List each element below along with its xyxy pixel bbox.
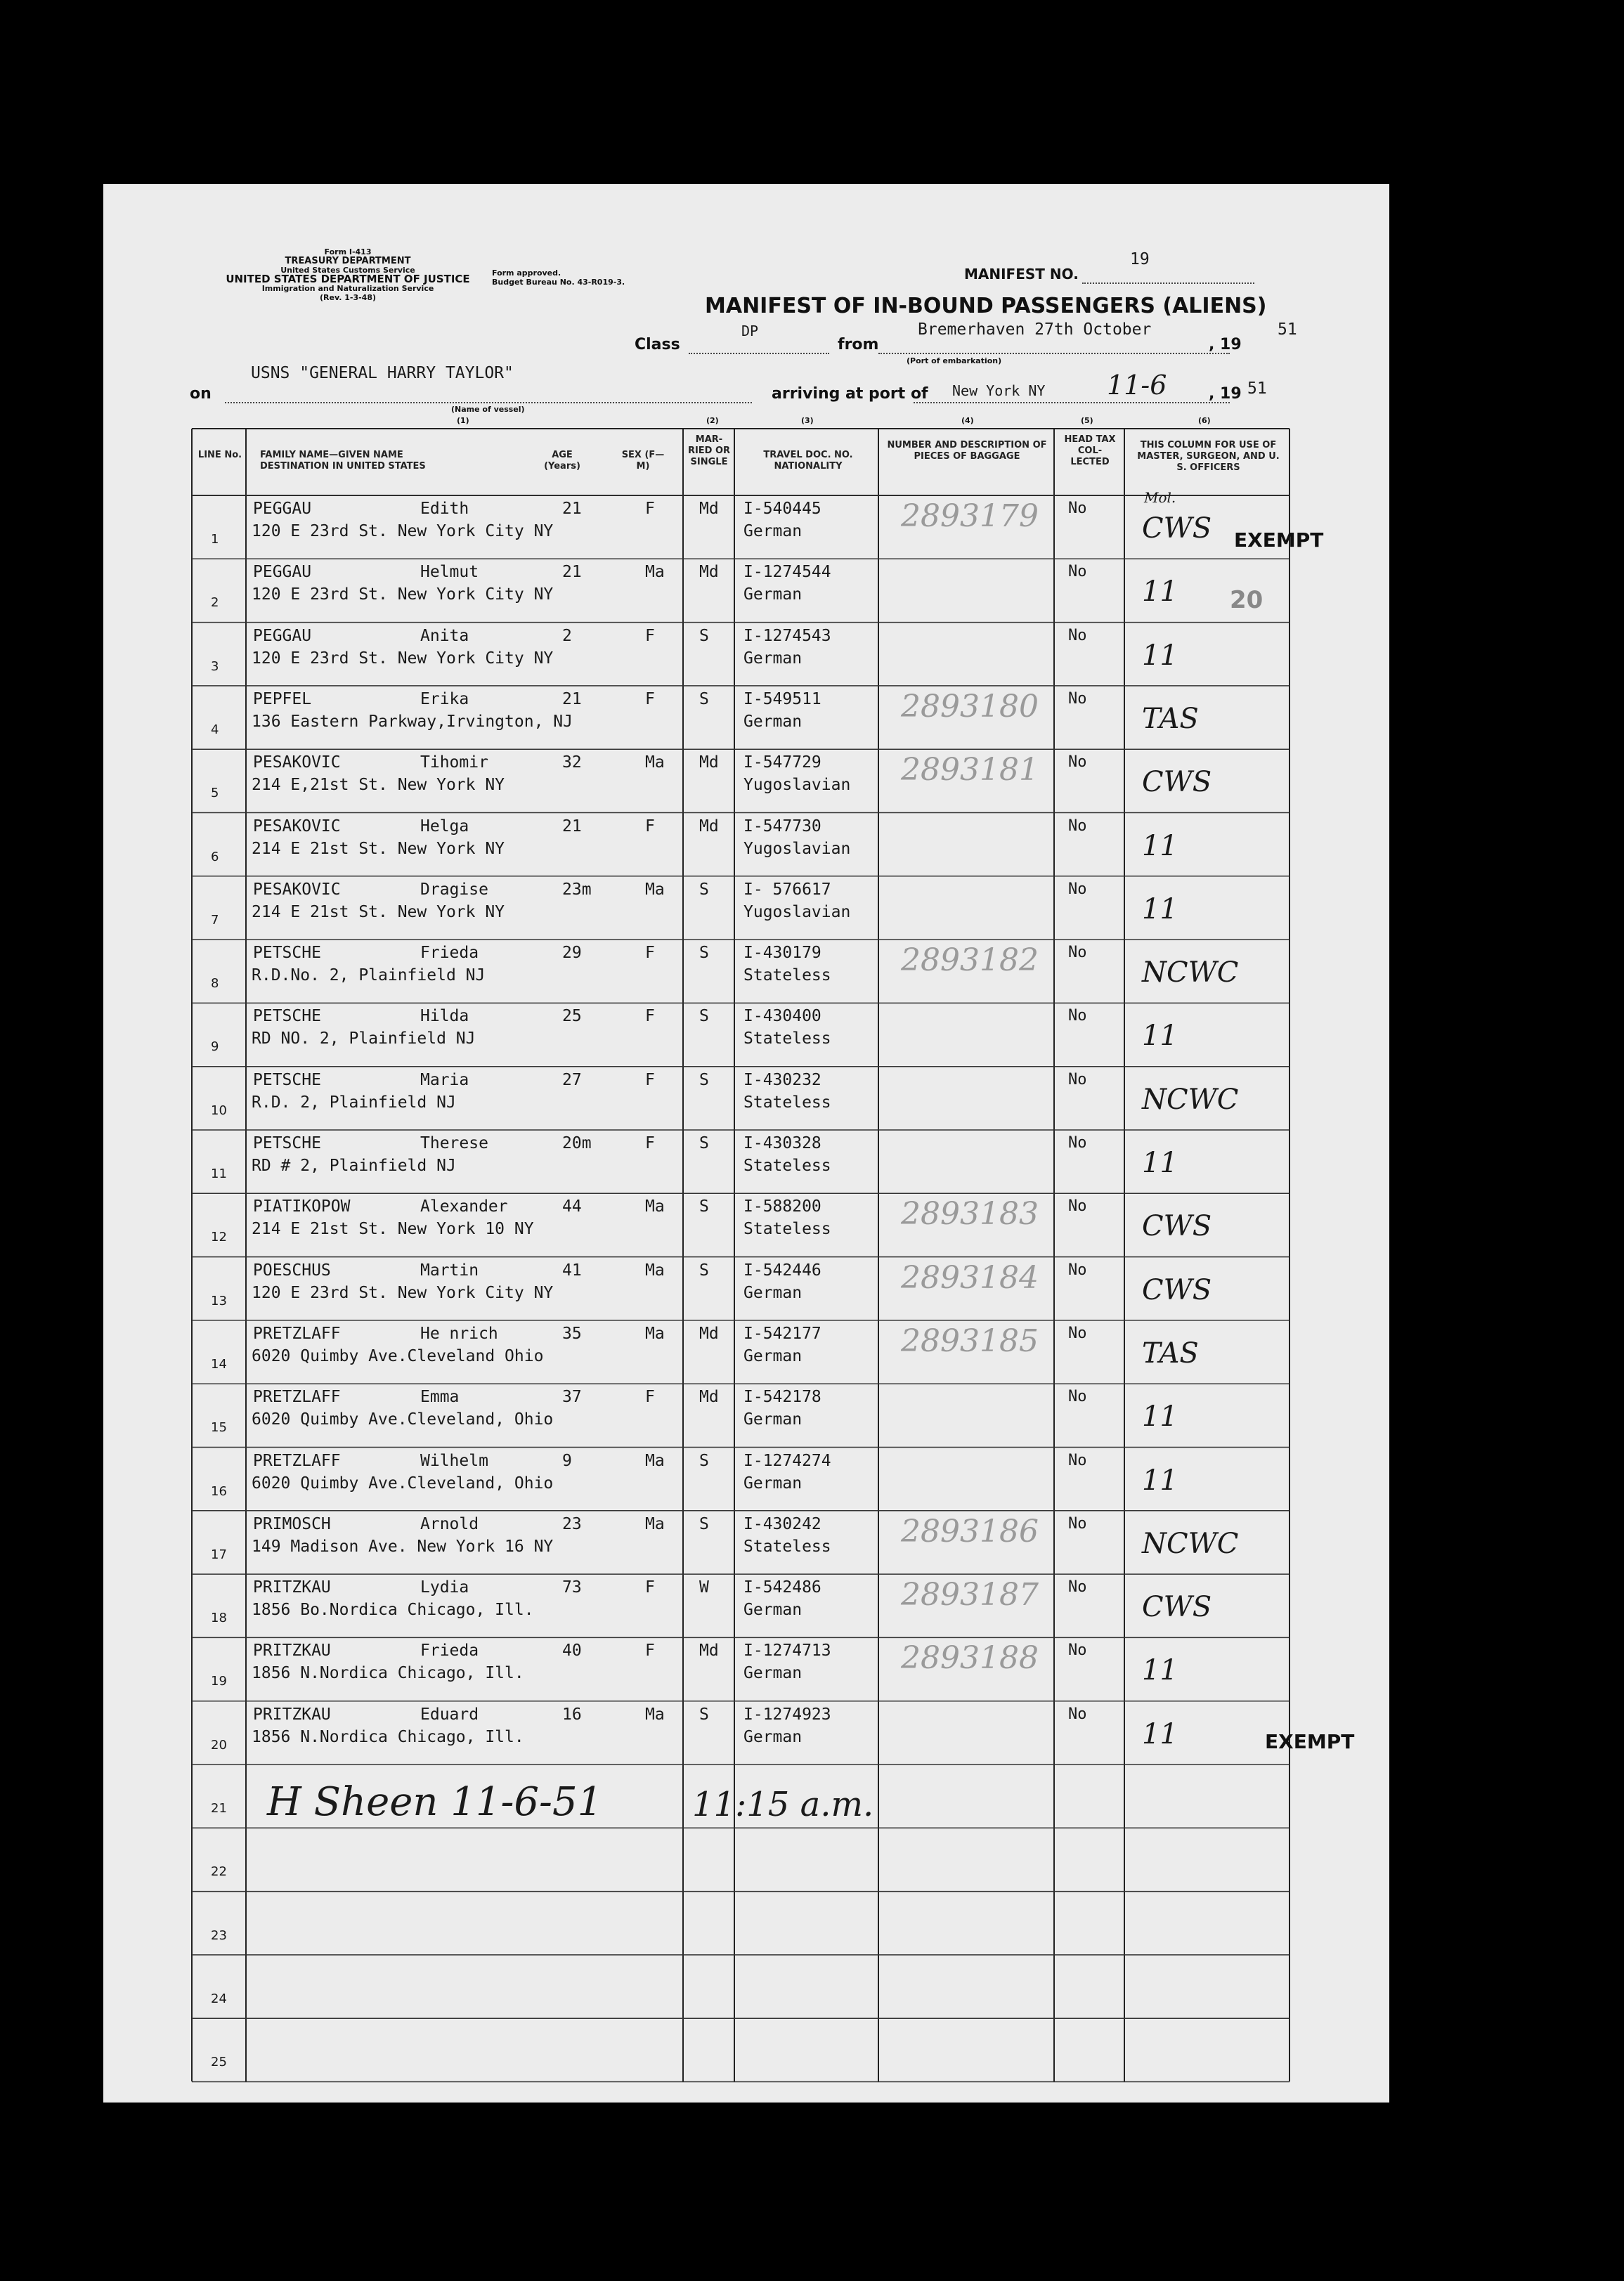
line-number: 13: [211, 1293, 227, 1308]
passenger-age: 9: [562, 1451, 572, 1470]
nationality: Stateless: [743, 1157, 831, 1175]
col-married: MAR- RIED OR SINGLE: [687, 434, 731, 467]
head-tax: No: [1068, 500, 1087, 517]
baggage-number: 2893187: [901, 1577, 1039, 1613]
travel-doc-no: I-430242: [743, 1514, 821, 1533]
arrival-year: 51: [1247, 379, 1267, 398]
nationality: German: [743, 1664, 803, 1683]
line-number: 25: [211, 2055, 227, 2070]
passenger-address: R.D.No. 2, Plainfield NJ: [252, 966, 486, 985]
head-tax: No: [1068, 880, 1087, 898]
passenger-age: 20m: [562, 1134, 592, 1152]
travel-doc-no: I-1274923: [743, 1705, 831, 1724]
passenger-address: 214 E 21st St. New York NY: [252, 839, 505, 858]
passenger-sex: F: [645, 1388, 655, 1407]
passenger-age: 29: [562, 944, 582, 963]
nationality: Stateless: [743, 1093, 831, 1112]
marital-status: Md: [699, 1388, 719, 1407]
passenger-sex: Ma: [645, 880, 665, 899]
passenger-address: 120 E 23rd St. New York City NY: [252, 1283, 554, 1302]
head-tax: No: [1068, 1261, 1087, 1279]
col-head-tax: HEAD TAX COL- LECTED: [1064, 434, 1116, 467]
passenger-surname: POESCHUS: [253, 1261, 331, 1280]
passenger-sex: Ma: [645, 563, 665, 582]
passenger-sex: F: [645, 817, 655, 836]
class-label: Class: [635, 336, 680, 353]
passenger-surname: PRETZLAFF: [253, 1451, 341, 1470]
nationality: Stateless: [743, 1220, 831, 1239]
passenger-surname: PETSCHE: [253, 1134, 321, 1152]
passenger-sex: F: [645, 944, 655, 963]
nationality: German: [743, 522, 803, 540]
passenger-given-name: Therese: [420, 1134, 488, 1152]
line-number: 3: [211, 658, 219, 674]
marital-status: S: [699, 1705, 709, 1724]
passenger-age: 25: [562, 1007, 582, 1026]
from-value: Bremerhaven 27th October: [918, 320, 1152, 339]
passenger-age: 27: [562, 1070, 582, 1089]
passenger-surname: PETSCHE: [253, 944, 321, 963]
manifest-no-value: 19: [1130, 250, 1150, 268]
officer-remark: NCWC: [1142, 1083, 1239, 1116]
passenger-given-name: Maria: [420, 1070, 469, 1089]
officer-remark: CWS: [1142, 1210, 1212, 1243]
colnum-6: (6): [1198, 416, 1211, 425]
col-sex: SEX (F—M): [621, 450, 665, 472]
line-number: 21: [211, 1801, 227, 1816]
travel-doc-no: I-430328: [743, 1134, 821, 1152]
line-number: 9: [211, 1039, 219, 1055]
travel-doc-no: I-430400: [743, 1007, 821, 1026]
exempt-stamp-bottom: EXEMPT: [1265, 1730, 1355, 1753]
passenger-age: 44: [562, 1197, 582, 1216]
embark-note: (Port of embarkation): [907, 356, 1002, 365]
line-number: 8: [211, 976, 219, 992]
nationality: German: [743, 649, 803, 668]
form-revision: (Rev. 1-3-48): [319, 293, 376, 302]
baggage-number: 2893185: [901, 1323, 1039, 1359]
passenger-given-name: Hilda: [420, 1007, 469, 1026]
passenger-sex: F: [645, 626, 655, 645]
nationality: German: [743, 1410, 803, 1429]
nationality: German: [743, 1727, 803, 1746]
budget-text: Budget Bureau No. 43-R019-3.: [492, 278, 625, 287]
exempt-stamp-top: EXEMPT: [1234, 528, 1324, 552]
passenger-sex: Ma: [645, 1324, 665, 1343]
passenger-given-name: Martin: [420, 1261, 479, 1280]
nationality: Yugoslavian: [743, 902, 851, 921]
passenger-given-name: Edith: [420, 500, 469, 518]
passenger-address: 214 E 21st St. New York 10 NY: [252, 1220, 534, 1239]
marital-status: S: [699, 1007, 709, 1026]
passenger-surname: PEPFEL: [253, 689, 312, 708]
agency-treasury: TREASURY DEPARTMENT: [285, 256, 411, 266]
agency-customs: United States Customs Service: [280, 266, 415, 275]
nationality: Yugoslavian: [743, 776, 851, 795]
line-number: 16: [211, 1483, 227, 1499]
line-number: 7: [211, 912, 219, 928]
passenger-given-name: Frieda: [420, 1642, 479, 1661]
passenger-age: 21: [562, 563, 582, 582]
nationality: Stateless: [743, 1537, 831, 1556]
head-tax: No: [1068, 1705, 1087, 1723]
passenger-sex: Ma: [645, 1197, 665, 1216]
agency-ins: Immigration and Naturalization Service: [261, 284, 434, 293]
baggage-number: 2893183: [901, 1196, 1039, 1233]
approval-text: Form approved.: [492, 268, 561, 278]
head-tax: No: [1068, 1642, 1087, 1660]
passenger-sex: Ma: [645, 1514, 665, 1533]
officer-remark: CWS: [1142, 1591, 1212, 1624]
officer-remark: 11: [1142, 829, 1178, 862]
passenger-age: 21: [562, 689, 582, 708]
baggage-number: 2893188: [901, 1640, 1039, 1677]
passenger-age: 16: [562, 1705, 582, 1724]
nationality: German: [743, 712, 803, 731]
passenger-sex: Ma: [645, 1261, 665, 1280]
passenger-given-name: Eduard: [420, 1705, 479, 1724]
head-tax: No: [1068, 1578, 1087, 1597]
head-tax: No: [1068, 1514, 1087, 1533]
inspector-signature: H Sheen 11-6-51: [267, 1779, 603, 1825]
col-travel-doc: TRAVEL DOC. NO. NATIONALITY: [763, 450, 853, 472]
inspection-time: 11:15 a.m.: [692, 1785, 874, 1824]
on-label: on: [190, 385, 212, 403]
passenger-given-name: Lydia: [420, 1578, 469, 1597]
passenger-address: 6020 Quimby Ave.Cleveland, Ohio: [252, 1410, 554, 1429]
passenger-surname: PEGGAU: [253, 500, 312, 518]
travel-doc-no: I-542446: [743, 1261, 821, 1280]
passenger-surname: PEGGAU: [253, 626, 312, 645]
col-age: AGE (Years): [544, 450, 580, 472]
passenger-age: 35: [562, 1324, 582, 1343]
vessel-name: USNS "GENERAL HARRY TAYLOR": [251, 364, 514, 382]
officer-remark: TAS: [1142, 702, 1199, 735]
passenger-surname: PESAKOVIC: [253, 817, 341, 836]
travel-doc-no: I-1274543: [743, 626, 831, 645]
line-number: 19: [211, 1674, 227, 1689]
marital-status: W: [699, 1578, 709, 1597]
col-name-destination: FAMILY NAME—GIVEN NAME DESTINATION IN UNITED STATES: [260, 450, 426, 472]
line-number: 1: [211, 532, 219, 547]
baggage-number: 2893179: [901, 498, 1039, 534]
colnum-3: (3): [801, 416, 814, 425]
mark-20: 20: [1230, 586, 1264, 614]
line-number: 24: [211, 1991, 227, 2006]
arrival-date: 11-6: [1107, 370, 1167, 401]
head-tax: No: [1068, 1388, 1087, 1406]
passenger-given-name: Dragise: [420, 880, 488, 899]
line-number: 20: [211, 1737, 227, 1753]
head-tax: No: [1068, 753, 1087, 772]
passenger-address: 120 E 23rd St. New York City NY: [252, 649, 554, 668]
passenger-address: 120 E 23rd St. New York City NY: [252, 585, 554, 604]
passenger-sex: Ma: [645, 1451, 665, 1470]
marital-status: Md: [699, 500, 719, 518]
head-tax: No: [1068, 1451, 1087, 1469]
colnum-1: (1): [457, 416, 469, 425]
line-number: 6: [211, 849, 219, 864]
officer-remark: 11: [1142, 1147, 1178, 1179]
marital-status: Md: [699, 753, 719, 772]
line-number: 14: [211, 1356, 227, 1372]
travel-doc-no: I-547729: [743, 753, 821, 772]
vessel-note: (Name of vessel): [451, 405, 525, 414]
passenger-age: 32: [562, 753, 582, 772]
baggage-number: 2893181: [901, 752, 1039, 788]
marital-status: S: [699, 944, 709, 963]
officer-remark: 11: [1142, 639, 1178, 672]
officer-remark: CWS: [1142, 1273, 1212, 1306]
nationality: German: [743, 1346, 803, 1365]
head-tax: No: [1068, 626, 1087, 644]
head-tax: No: [1068, 1134, 1087, 1152]
class-value: DP: [741, 323, 759, 339]
passenger-address: 1856 Bo.Nordica Chicago, Ill.: [252, 1601, 534, 1620]
nationality: German: [743, 1283, 803, 1302]
line-number: 15: [211, 1420, 227, 1436]
officer-remark: 11: [1142, 1401, 1178, 1434]
officer-remark: CWS: [1142, 512, 1212, 545]
passenger-given-name: Anita: [420, 626, 469, 645]
passenger-age: 21: [562, 500, 582, 518]
marital-status: S: [699, 1070, 709, 1089]
passenger-sex: Ma: [645, 1705, 665, 1724]
baggage-number: 2893184: [901, 1259, 1039, 1296]
passenger-sex: F: [645, 1642, 655, 1661]
passenger-surname: PRIMOSCH: [253, 1514, 331, 1533]
travel-doc-no: I-540445: [743, 500, 821, 518]
passenger-address: 6020 Quimby Ave.Cleveland Ohio: [252, 1346, 544, 1365]
travel-doc-no: I-588200: [743, 1197, 821, 1216]
line-number: 12: [211, 1230, 227, 1245]
manifest-title: MANIFEST OF IN-BOUND PASSENGERS (ALIENS): [705, 294, 1267, 318]
passenger-given-name: Frieda: [420, 944, 479, 963]
colnum-4: (4): [961, 416, 974, 425]
marital-status: S: [699, 880, 709, 899]
line-number: 2: [211, 595, 219, 611]
passenger-given-name: Helmut: [420, 563, 479, 582]
arrival-year-prefix: , 19: [1209, 385, 1242, 403]
officer-remark: NCWC: [1142, 1527, 1239, 1560]
officers-note: Mol.: [1144, 489, 1176, 506]
officer-remark: 11: [1142, 1020, 1178, 1053]
passenger-given-name: Tihomir: [420, 753, 488, 772]
passenger-age: 73: [562, 1578, 582, 1597]
passenger-age: 40: [562, 1642, 582, 1661]
passenger-surname: PRITZKAU: [253, 1642, 331, 1661]
line-number: 11: [211, 1167, 227, 1181]
line-number: 23: [211, 1928, 227, 1943]
travel-doc-no: I-430179: [743, 944, 821, 963]
passenger-address: RD # 2, Plainfield NJ: [252, 1157, 456, 1175]
officer-remark: NCWC: [1142, 956, 1239, 989]
marital-status: S: [699, 1451, 709, 1470]
from-year-prefix: , 19: [1209, 336, 1242, 353]
nationality: Stateless: [743, 1029, 831, 1048]
passenger-address: RD NO. 2, Plainfield NJ: [252, 1029, 476, 1048]
travel-doc-no: I-549511: [743, 689, 821, 708]
agency-justice: UNITED STATES DEPARTMENT OF JUSTICE: [226, 273, 470, 285]
head-tax: No: [1068, 944, 1087, 962]
travel-doc-no: I-542178: [743, 1388, 821, 1407]
travel-doc-no: I-1274713: [743, 1642, 831, 1661]
passenger-surname: PRITZKAU: [253, 1705, 331, 1724]
officer-remark: 11: [1142, 1717, 1178, 1750]
passenger-sex: F: [645, 1134, 655, 1152]
head-tax: No: [1068, 817, 1087, 835]
passenger-sex: F: [645, 1578, 655, 1597]
marital-status: Md: [699, 1324, 719, 1343]
head-tax: No: [1068, 1197, 1087, 1216]
passenger-sex: Ma: [645, 753, 665, 772]
passenger-surname: PESAKOVIC: [253, 880, 341, 899]
passenger-age: 41: [562, 1261, 582, 1280]
passenger-age: 21: [562, 817, 582, 836]
passenger-address: 1856 N.Nordica Chicago, Ill.: [252, 1727, 524, 1746]
travel-doc-no: I-547730: [743, 817, 821, 836]
nationality: German: [743, 585, 803, 604]
baggage-number: 2893186: [901, 1513, 1039, 1549]
nationality: Yugoslavian: [743, 839, 851, 858]
manifest-no-label: MANIFEST NO.: [964, 266, 1079, 282]
passenger-address: R.D. 2, Plainfield NJ: [252, 1093, 456, 1112]
passenger-surname: PEGGAU: [253, 563, 312, 582]
marital-status: Md: [699, 563, 719, 582]
passenger-address: 136 Eastern Parkway,Irvington, NJ: [252, 712, 573, 731]
col-baggage: NUMBER AND DESCRIPTION OF PIECES OF BAGGAGE: [887, 440, 1047, 462]
passenger-age: 23: [562, 1514, 582, 1533]
passenger-sex: F: [645, 1007, 655, 1026]
line-number: 5: [211, 786, 219, 801]
passenger-surname: PRITZKAU: [253, 1578, 331, 1597]
passenger-address: 1856 N.Nordica Chicago, Ill.: [252, 1664, 524, 1683]
line-number: 22: [211, 1864, 227, 1880]
officer-remark: 11: [1142, 892, 1178, 925]
officer-remark: 11: [1142, 1654, 1178, 1687]
passenger-surname: PRETZLAFF: [253, 1324, 341, 1343]
head-tax: No: [1068, 1324, 1087, 1342]
marital-status: S: [699, 1261, 709, 1280]
passenger-surname: PETSCHE: [253, 1007, 321, 1026]
passenger-given-name: He nrich: [420, 1324, 498, 1343]
passenger-age: 23m: [562, 880, 592, 899]
arrival-port: New York NY: [952, 382, 1046, 399]
line-number: 17: [211, 1547, 227, 1562]
line-number: 4: [211, 722, 219, 737]
marital-status: S: [699, 689, 709, 708]
travel-doc-no: I-1274274: [743, 1451, 831, 1470]
passenger-address: 120 E 23rd St. New York City NY: [252, 522, 554, 540]
nationality: Stateless: [743, 966, 831, 985]
passenger-surname: PETSCHE: [253, 1070, 321, 1089]
colnum-5: (5): [1081, 416, 1093, 425]
from-year: 51: [1278, 320, 1297, 339]
nationality: German: [743, 1474, 803, 1493]
colnum-2: (2): [706, 416, 719, 425]
passenger-sex: F: [645, 689, 655, 708]
col-officers: THIS COLUMN FOR USE OF MASTER, SURGEON, AND U. S. OFFICERS: [1137, 440, 1280, 473]
head-tax: No: [1068, 1070, 1087, 1088]
officer-remark: 11: [1142, 1464, 1178, 1497]
passenger-address: 214 E 21st St. New York NY: [252, 902, 505, 921]
passenger-given-name: Erika: [420, 689, 469, 708]
head-tax: No: [1068, 1007, 1087, 1025]
passenger-given-name: Wilhelm: [420, 1451, 488, 1470]
officer-remark: CWS: [1142, 766, 1212, 799]
line-number: 18: [211, 1611, 227, 1626]
passenger-address: 214 E,21st St. New York NY: [252, 776, 505, 795]
head-tax: No: [1068, 563, 1087, 581]
passenger-sex: F: [645, 500, 655, 518]
travel-doc-no: I-542486: [743, 1578, 821, 1597]
travel-doc-no: I- 576617: [743, 880, 831, 899]
passenger-age: 37: [562, 1388, 582, 1407]
passenger-given-name: Arnold: [420, 1514, 479, 1533]
from-label: from: [838, 336, 879, 353]
travel-doc-no: I-1274544: [743, 563, 831, 582]
marital-status: Md: [699, 817, 719, 836]
baggage-number: 2893182: [901, 942, 1039, 979]
passenger-given-name: Emma: [420, 1388, 460, 1407]
passenger-address: 149 Madison Ave. New York 16 NY: [252, 1537, 554, 1556]
travel-doc-no: I-542177: [743, 1324, 821, 1343]
marital-status: S: [699, 1134, 709, 1152]
col-line-no: LINE No.: [197, 450, 242, 460]
passenger-surname: PESAKOVIC: [253, 753, 341, 772]
head-tax: No: [1068, 689, 1087, 708]
passenger-surname: PIATIKOPOW: [253, 1197, 351, 1216]
line-number: 10: [211, 1103, 227, 1118]
form-number: Form I-413: [324, 247, 372, 256]
nationality: German: [743, 1601, 803, 1620]
marital-status: S: [699, 1197, 709, 1216]
arriving-label: arriving at port of: [772, 385, 928, 403]
marital-status: S: [699, 1514, 709, 1533]
passenger-given-name: Alexander: [420, 1197, 508, 1216]
passenger-address: 6020 Quimby Ave.Cleveland, Ohio: [252, 1474, 554, 1493]
passenger-sex: F: [645, 1070, 655, 1089]
marital-status: Md: [699, 1642, 719, 1661]
officer-remark: TAS: [1142, 1337, 1199, 1370]
passenger-surname: PRETZLAFF: [253, 1388, 341, 1407]
passenger-given-name: Helga: [420, 817, 469, 836]
travel-doc-no: I-430232: [743, 1070, 821, 1089]
marital-status: S: [699, 626, 709, 645]
passenger-age: 2: [562, 626, 572, 645]
officer-remark: 11: [1142, 576, 1178, 609]
baggage-number: 2893180: [901, 688, 1039, 724]
